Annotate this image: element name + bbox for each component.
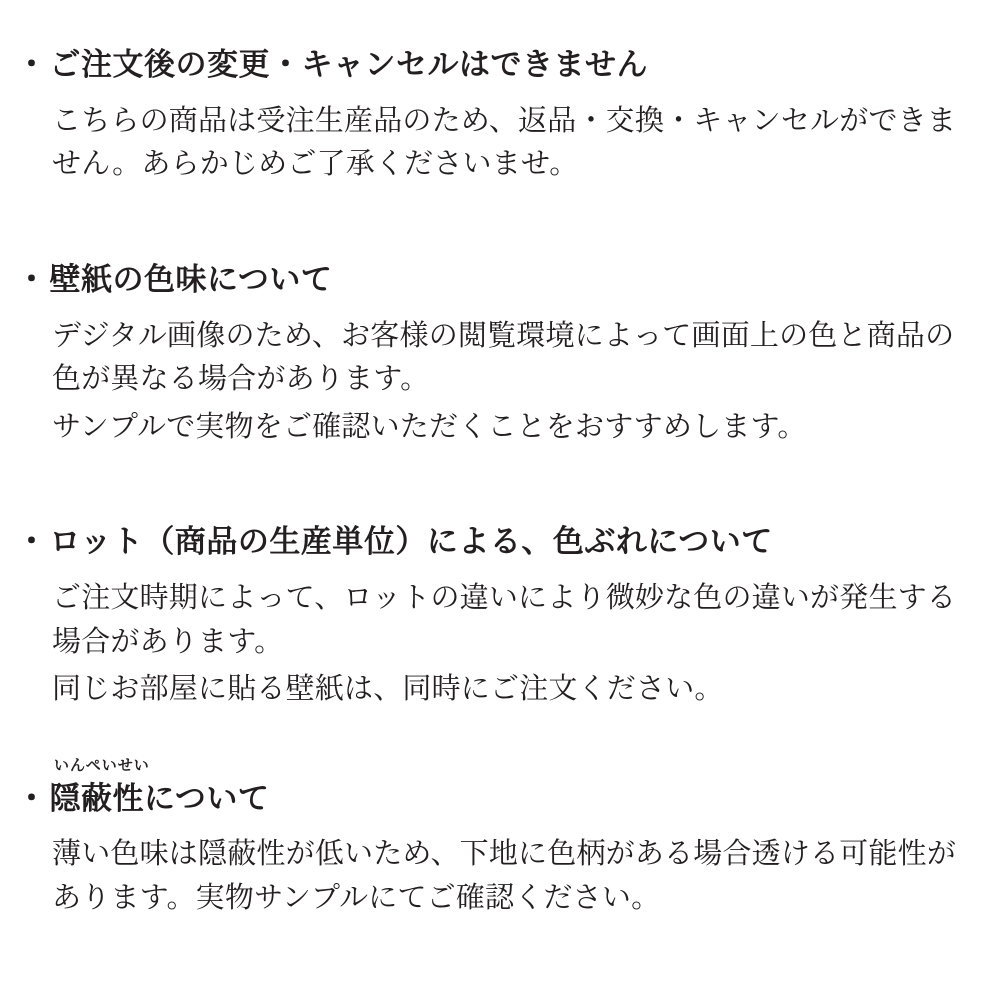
section-heading bbox=[16, 521, 972, 563]
section-paragraph: 薄い色味は隠蔽性が低いため、下地に色柄がある場合透ける可能性があります。実物サンプルにてご確認ください。 bbox=[52, 838, 957, 914]
bullet-marker: ・ bbox=[16, 780, 48, 816]
section-lot-color-variation bbox=[16, 521, 972, 711]
bullet-marker: ・ bbox=[16, 261, 48, 297]
section-heading-text: ロット（商品の生産単位）による、色ぶれについて bbox=[49, 524, 773, 560]
section-paragraph: ご注文時期によって、ロットの違いにより微妙な色の違いが発生する場合があります。 bbox=[52, 582, 957, 658]
section-heading bbox=[16, 44, 972, 86]
section-paragraph: 同じお部屋に貼る壁紙は、同時にご注文ください。 bbox=[52, 673, 724, 706]
section-heading-text: 壁紙の色味について bbox=[49, 261, 333, 297]
ruby-annotation: いんぺいせい bbox=[54, 756, 150, 774]
section-paragraph: サンプルで実物をご確認いただくことをおすすめします。 bbox=[52, 410, 807, 443]
section-wallpaper-color bbox=[16, 259, 972, 449]
section-heading-text: ご注文後の変更・キャンセルはできません bbox=[49, 47, 648, 82]
bullet-marker: ・ bbox=[16, 47, 48, 82]
section-order-change bbox=[16, 44, 972, 187]
section-heading bbox=[16, 259, 972, 301]
section-heading-text: 隠蔽性について bbox=[49, 780, 270, 816]
section-paragraph: デジタル画像のため、お客様の閲覧環境によって画面上の色と商品の色が異なる場合があります。 bbox=[52, 319, 955, 396]
bullet-marker: ・ bbox=[16, 524, 48, 560]
section-heading bbox=[16, 778, 972, 820]
section-opacity bbox=[16, 756, 972, 921]
heading-ruby-wrapper bbox=[16, 756, 972, 820]
section-paragraph: こちらの商品は受注生産品のため、返品・交換・キャンセルができません。あらかじめご了承くださいませ。 bbox=[52, 104, 957, 181]
